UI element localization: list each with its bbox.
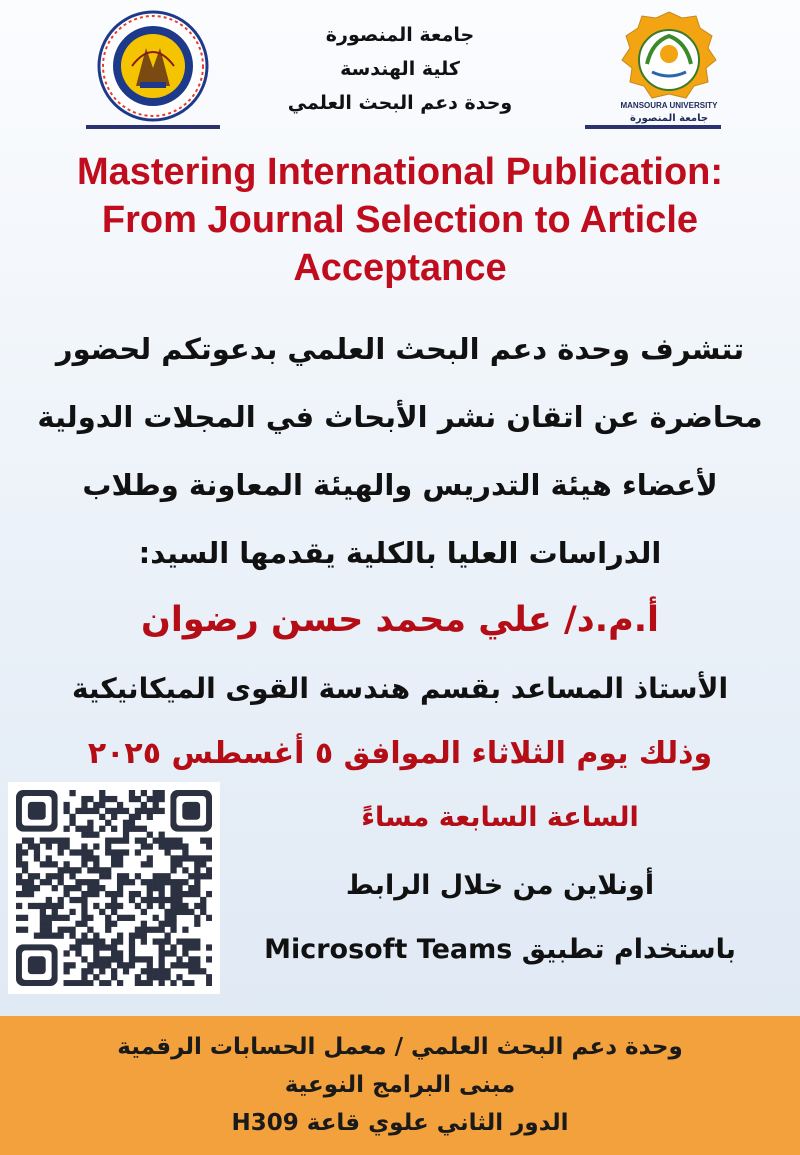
faculty-of-engineering-logo [96, 8, 211, 126]
mansoura-caption-ar: جامعة المنصورة [629, 113, 709, 124]
qr-code-graphic [16, 790, 212, 986]
title-line-1: Mastering International Publication: [76, 151, 724, 193]
invitation-line-2: محاضرة عن اتقان نشر الأبحاث في المجلات الدولية [37, 400, 763, 434]
footer-location-line-2: مبنى البرامج النوعية [284, 1072, 516, 1098]
title-line-2: From Journal Selection to Article [101, 199, 699, 241]
speaker-position: الأستاذ المساعد بقسم هندسة القوى الميكانيكية [71, 672, 729, 705]
right-logo-underline [585, 125, 721, 129]
event-date: وذلك يوم الثلاثاء الموافق ٥ أغسطس ٢٠٢٥ [87, 736, 713, 771]
speaker-name: أ.م.د/ علي محمد حسن رضوان [140, 600, 660, 640]
footer-bar [0, 1016, 800, 1155]
event-time: الساعة السابعة مساءً [361, 802, 639, 833]
online-link-text: أونلاين من خلال الرابط [345, 870, 655, 901]
invitation-line-4: الدراسات العليا بالكلية يقدمها السيد: [138, 536, 662, 570]
title-line-3: Acceptance [293, 247, 507, 289]
teams-app-text: باستخدام تطبيق Microsoft Teams [264, 934, 736, 965]
mansoura-caption-en: MANSOURA UNIVERSITY [620, 101, 718, 110]
unit-name: وحدة دعم البحث العلمي [287, 92, 513, 114]
left-logo-underline [86, 125, 220, 129]
qr-code[interactable] [8, 782, 220, 994]
invitation-line-3: لأعضاء هيئة التدريس والهيئة المعاونة وطلاب [82, 468, 718, 502]
lecture-title [0, 148, 800, 292]
invitation-line-1: تتشرف وحدة دعم البحث العلمي بدعوتكم لحضور [55, 332, 745, 366]
faculty-name: كلية الهندسة [340, 58, 460, 80]
header-block [250, 18, 550, 120]
university-name: جامعة المنصورة [325, 24, 475, 46]
footer-location-line-1: وحدة دعم البحث العلمي / معمل الحسابات الرقمية [117, 1034, 683, 1060]
mansoura-university-logo [612, 8, 727, 126]
footer-location-line-3: الدور الثاني علوي قاعة H309 [231, 1110, 569, 1136]
